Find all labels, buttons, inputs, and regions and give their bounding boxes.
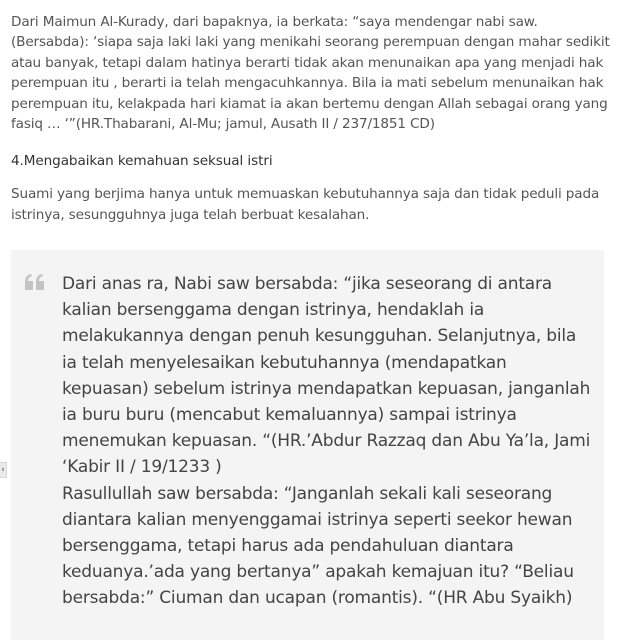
quote-icon <box>25 274 45 290</box>
section-paragraph: Suami yang berjima hanya untuk memuaskan kebutuhannya saja dan tidak peduli pada istrinya, sesungguhnya juga telah berbuat kesalahan. <box>11 186 600 224</box>
quote-text <box>62 271 594 612</box>
quote-part-1: Dari anas ra, Nabi saw bersabda: “jika seseorang di antara kalian bersenggama dengan istrinya, hendaklah ia melakukannya dengan penuh kesungguhan. Selanjutnya, bila ia telah menyelesaikan kebutuhannya (mendapatkan kepuasan) sebelum istrinya mendapatkan kepuasan, janganlah ia buru buru (mencabut kemaluannya) sampai istrinya menemukan kepuasan. “(HR.’Abdur Razzaq dan Abu Ya’la, Jami ‘Kabir II / 19/1233 ) <box>62 274 591 478</box>
quote-part-2: Rasullullah saw bersabda: “Janganlah sekali kali seseorang diantara kalian menyenggamai istrinya seperti seekor hewan bersenggama, tetapi harus ada pendahuluan diantara keduanya.’ada yang bertanya” apakah kemajuan itu? “Beliau bersabda:” Ciuman dan ucapan (romantis). “(HR Abu Syaikh) <box>62 483 574 609</box>
section-heading: 4.Mengabaikan kemahuan seksual istri <box>11 153 273 170</box>
article-body <box>11 0 611 226</box>
side-arrow-button[interactable]: ‹ <box>0 462 7 478</box>
hadith-paragraph: Dari Maimun Al-Kurady, dari bapaknya, ia berkata: “saya mendengar nabi saw. (Bersabda): ‘siapa saja laki laki yang menikahi seorang perempuan dengan mahar sedikit atau banyak, tetapi dalam hatinya berarti tidak akan menunaikan apa yang menjadi hak perempuan itu , berarti ia telah mengacuhkannya. Bila ia mati sebelum menunaikan hak perempuan itu, kelakpada hari kiamat ia akan bertemu dengan Allah sebagai orang yang fasiq … ‘”(HR.Thabarani, Al-Mu; jamul, Ausath II / 237/1851 CD) <box>11 14 610 133</box>
blockquote <box>11 250 604 640</box>
